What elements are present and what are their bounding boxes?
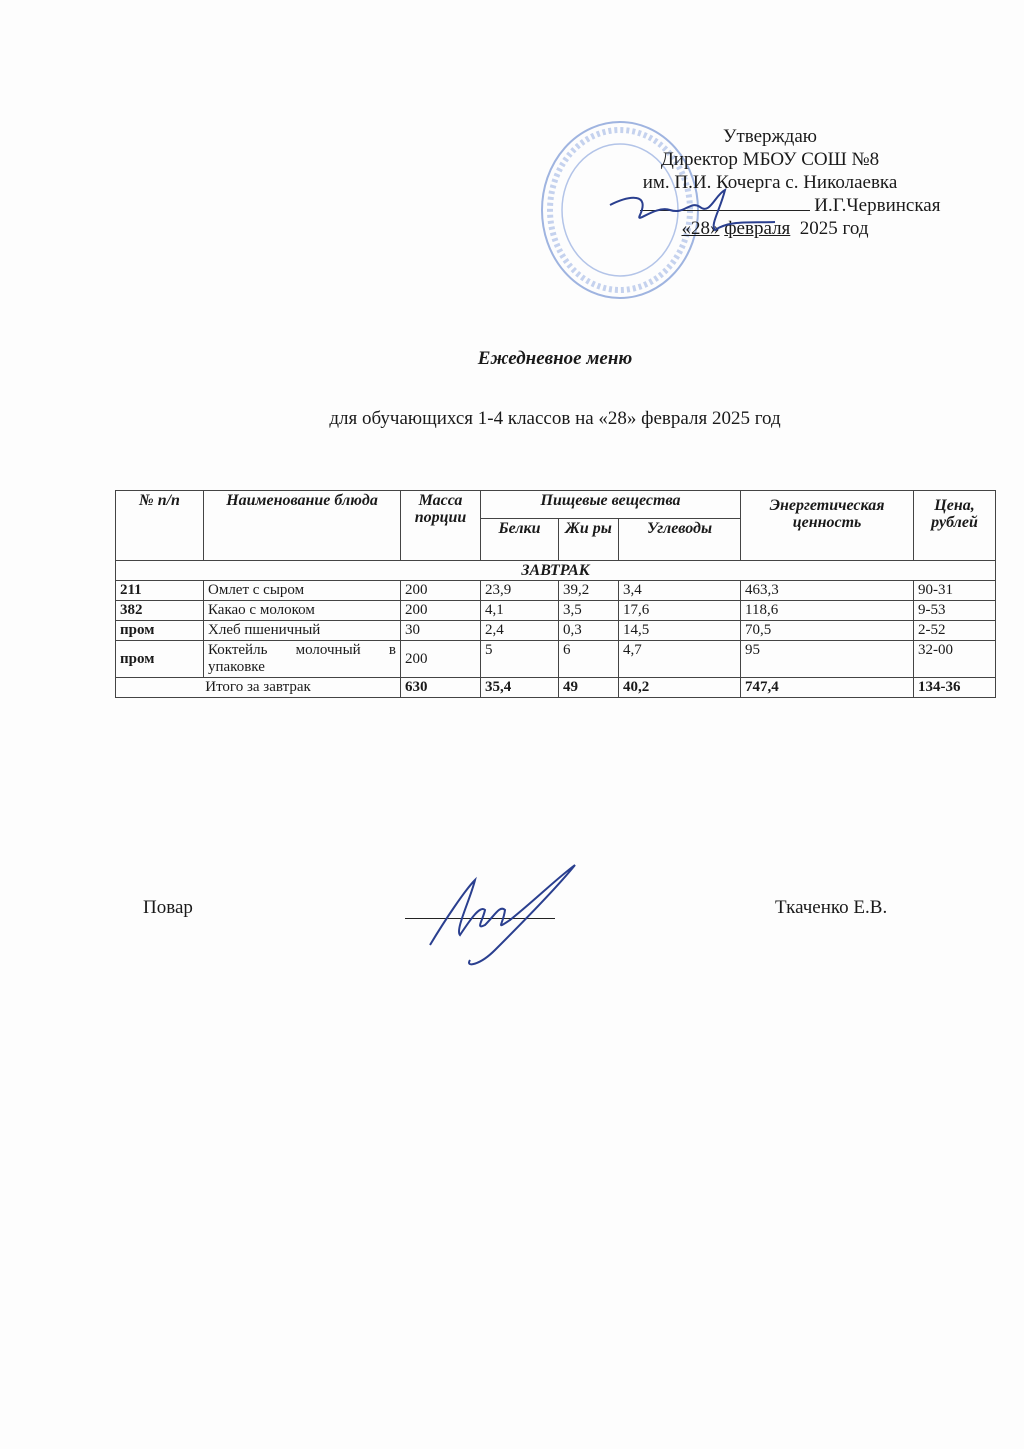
table-row <box>116 641 996 678</box>
total-carbs: 40,2 <box>619 678 741 698</box>
approval-school: им. П.И. Кочерга с. Николаевка <box>642 172 898 193</box>
header-energy: Энергетическая ценность <box>741 491 914 561</box>
header-mass: Масса порции <box>401 491 481 561</box>
cell-mass: 200 <box>401 601 481 621</box>
total-row <box>116 678 996 698</box>
cell-price: 90-31 <box>914 581 996 601</box>
cell-energy: 95 <box>741 641 914 678</box>
cell-mass: 200 <box>401 641 481 678</box>
menu-table <box>115 490 996 698</box>
approval-signer: И.Г.Червинская <box>814 195 941 216</box>
cell-carbs: 17,6 <box>619 601 741 621</box>
cook-name: Ткаченко Е.В. <box>775 897 888 918</box>
header-protein: Белки <box>481 519 559 561</box>
cell-name: Омлет с сыром <box>204 581 401 601</box>
header-price: Цена, рублей <box>914 491 996 561</box>
cell-price: 2-52 <box>914 621 996 641</box>
document-subtitle: для обучающихся 1-4 классов на «28» февраля 2025 год <box>329 408 781 429</box>
header-num: № п/п <box>116 491 204 561</box>
cell-fat: 0,3 <box>559 621 619 641</box>
cell-carbs: 3,4 <box>619 581 741 601</box>
header-nutrients: Пищевые вещества <box>481 491 741 519</box>
cell-num: пром <box>116 641 204 678</box>
cell-energy: 70,5 <box>741 621 914 641</box>
cell-name: Коктейль молочный в упаковке <box>204 641 401 678</box>
table-row <box>116 581 996 601</box>
total-price: 134-36 <box>914 678 996 698</box>
cook-role: Повар <box>143 897 193 918</box>
cell-protein: 5 <box>481 641 559 678</box>
cell-mass: 200 <box>401 581 481 601</box>
date-day: «28» <box>681 218 720 239</box>
approval-position: Директор МБОУ СОШ №8 <box>660 149 880 170</box>
cell-fat: 6 <box>559 641 619 678</box>
table-row <box>116 601 996 621</box>
cell-protein: 23,9 <box>481 581 559 601</box>
cell-num: пром <box>116 621 204 641</box>
director-signature <box>600 185 780 240</box>
section-breakfast: ЗАВТРАК <box>116 561 996 581</box>
total-protein: 35,4 <box>481 678 559 698</box>
cook-signature <box>425 860 585 970</box>
cell-protein: 4,1 <box>481 601 559 621</box>
cell-price: 32-00 <box>914 641 996 678</box>
date-year: 2025 год <box>799 218 869 239</box>
approval-title: Утверждаю <box>723 126 817 147</box>
document-title: Ежедневное меню <box>477 348 633 369</box>
header-carbs: Углеводы <box>619 519 741 561</box>
total-label: Итого за завтрак <box>116 678 401 698</box>
cell-energy: 463,3 <box>741 581 914 601</box>
cell-carbs: 14,5 <box>619 621 741 641</box>
total-mass: 630 <box>401 678 481 698</box>
table-row <box>116 621 996 641</box>
cell-mass: 30 <box>401 621 481 641</box>
total-fat: 49 <box>559 678 619 698</box>
header-fat: Жи ры <box>559 519 619 561</box>
cell-fat: 3,5 <box>559 601 619 621</box>
cell-price: 9-53 <box>914 601 996 621</box>
cell-carbs: 4,7 <box>619 641 741 678</box>
date-month: февраля <box>724 218 791 239</box>
total-energy: 747,4 <box>741 678 914 698</box>
cell-num: 211 <box>116 581 204 601</box>
header-name: Наименование блюда <box>204 491 401 561</box>
cell-energy: 118,6 <box>741 601 914 621</box>
cell-fat: 39,2 <box>559 581 619 601</box>
cell-protein: 2,4 <box>481 621 559 641</box>
cell-name: Хлеб пшеничный <box>204 621 401 641</box>
cell-name: Какао с молоком <box>204 601 401 621</box>
cell-num: 382 <box>116 601 204 621</box>
